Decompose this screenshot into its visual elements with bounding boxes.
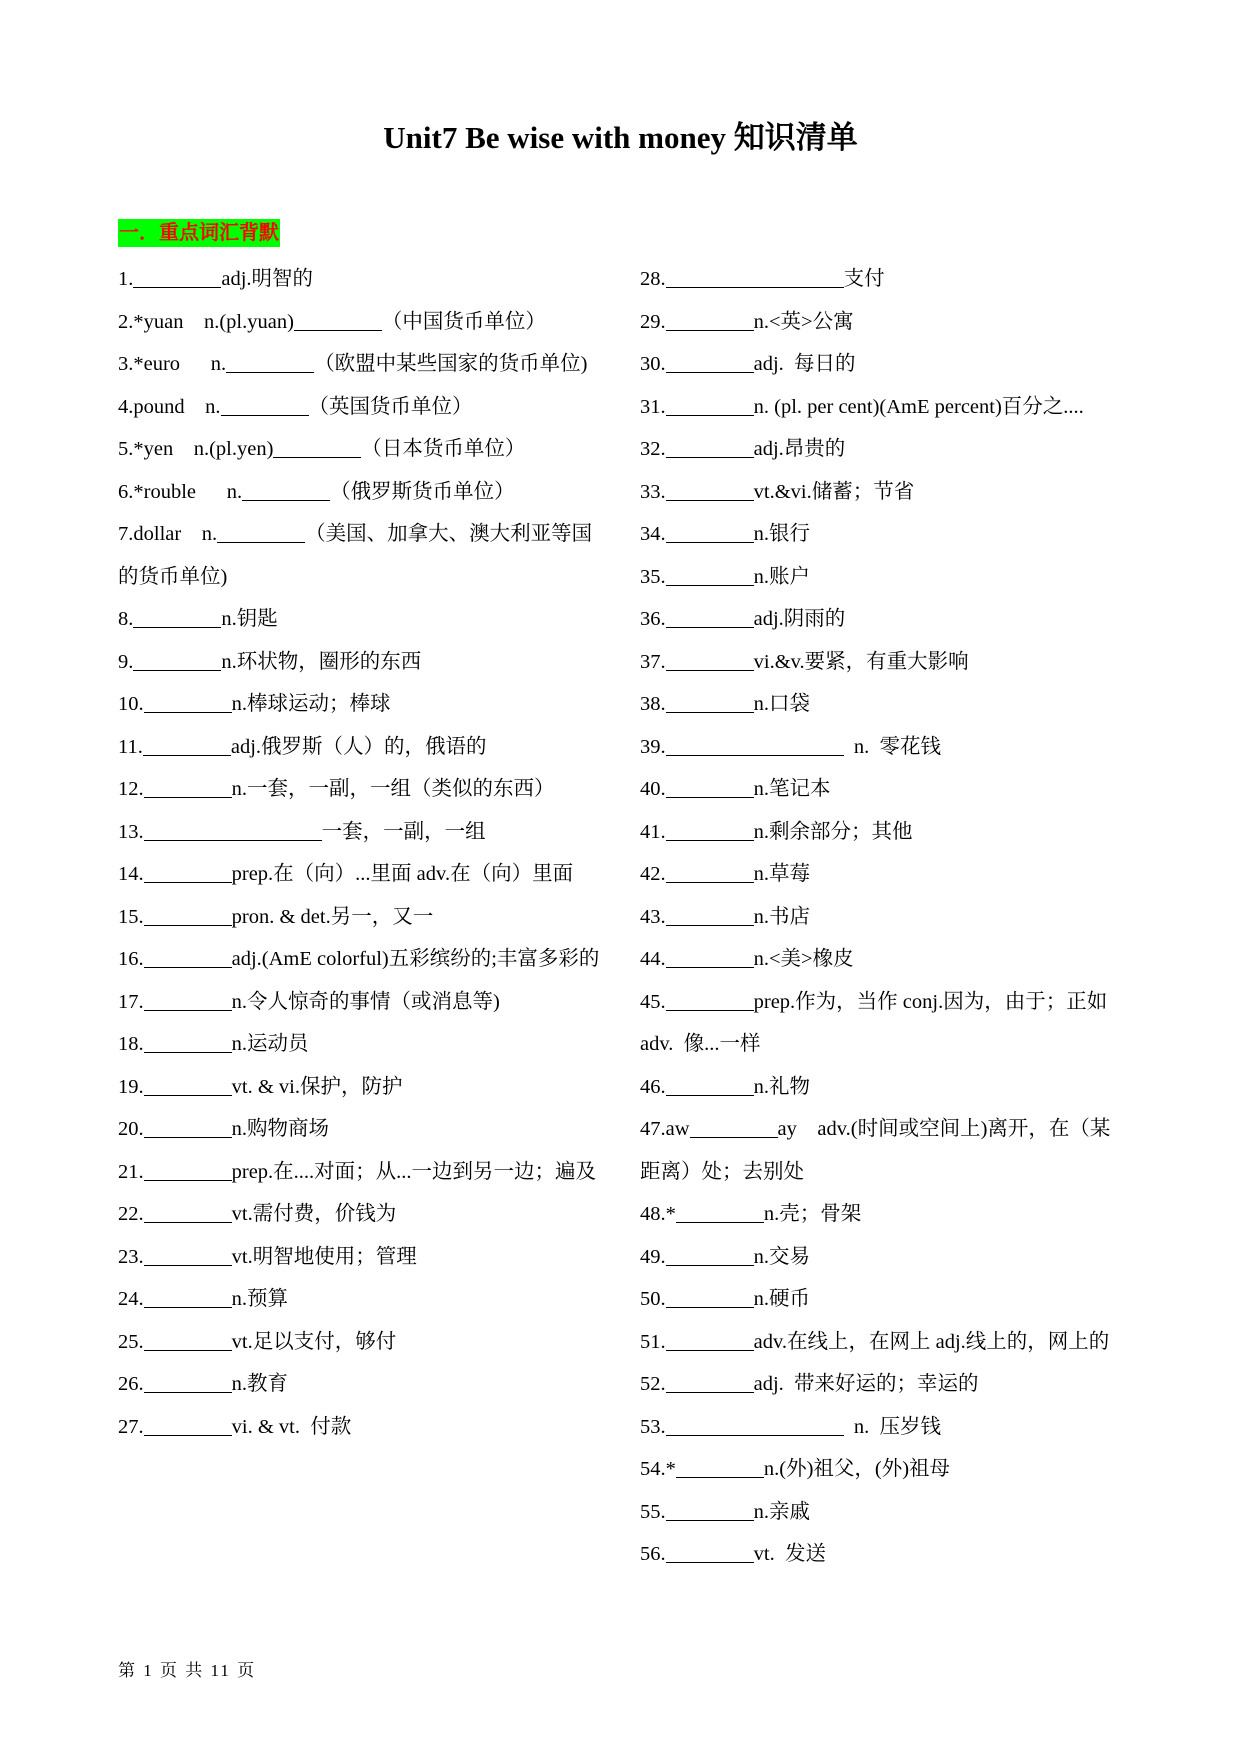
- vocab-item-prefix: 49.: [640, 1245, 666, 1268]
- vocab-item-prefix: 1.: [118, 268, 134, 290]
- vocab-item-definition: n.亲戚: [753, 1500, 810, 1523]
- vocab-item-definition: vt. & vi.保护，防护: [231, 1075, 403, 1098]
- vocab-item-definition: vt. 发送: [753, 1543, 826, 1565]
- vocab-item-prefix: 13.: [118, 820, 144, 843]
- vocab-item: [118, 896, 603, 939]
- vocab-item-prefix: 43.: [640, 905, 666, 928]
- answer-blank[interactable]: [666, 1074, 754, 1096]
- answer-blank[interactable]: [666, 1329, 754, 1351]
- answer-blank[interactable]: [144, 1117, 232, 1139]
- answer-blank[interactable]: [144, 989, 232, 1011]
- vocab-item-prefix: 23.: [118, 1245, 144, 1268]
- vocab-item: [640, 343, 1130, 386]
- vocab-item: [640, 981, 1130, 1066]
- vocab-item-prefix: 6.*rouble n.: [118, 480, 243, 503]
- vocab-item-prefix: 3.*euro n.: [118, 353, 227, 375]
- vocab-item-prefix: 54.*: [640, 1458, 676, 1480]
- vocab-item-prefix: 17.: [118, 990, 144, 1013]
- answer-blank[interactable]: [666, 862, 754, 884]
- vocab-item-definition: （美国、加拿大、澳大利亚等国的货币单位): [118, 523, 593, 588]
- vocab-item-definition: n. (pl. per cent)(AmE percent)百分之....: [753, 395, 1084, 418]
- vocab-item: [118, 1321, 603, 1364]
- answer-blank[interactable]: [666, 1287, 754, 1309]
- vocab-item-prefix: 36.: [640, 608, 666, 630]
- vocab-item-definition: n.<美>橡皮: [753, 948, 854, 970]
- vocab-item: [640, 938, 1130, 981]
- vocab-item-prefix: 9.: [118, 650, 134, 673]
- vocab-item-prefix: 50.: [640, 1288, 666, 1310]
- vocab-item-definition: n.硬币: [753, 1288, 810, 1310]
- vocab-item-prefix: 51.: [640, 1330, 666, 1353]
- page-footer: 第 1 页 共 11 页: [118, 1661, 257, 1680]
- vocab-item: [640, 556, 1130, 599]
- vocab-item: [640, 471, 1130, 514]
- vocab-item-prefix: 25.: [118, 1330, 144, 1353]
- vocab-item-prefix: 7.dollar n.: [118, 523, 218, 545]
- vocab-item: [640, 811, 1130, 854]
- vocab-item-prefix: 37.: [640, 650, 666, 673]
- answer-blank[interactable]: [676, 1457, 764, 1479]
- vocab-item: [118, 343, 603, 386]
- vocab-item-prefix: 16.: [118, 948, 144, 970]
- answer-blank[interactable]: [144, 862, 232, 884]
- vocab-item-definition: n.钥匙: [221, 608, 278, 630]
- vocab-item-definition: vi. & vt. 付款: [231, 1415, 352, 1438]
- vocab-item: [118, 513, 603, 598]
- vocab-item-prefix: 21.: [118, 1160, 144, 1183]
- vocab-item-definition: adv.在线上，在网上 adj.线上的，网上的: [753, 1330, 1110, 1353]
- answer-blank[interactable]: [666, 309, 754, 331]
- answer-blank[interactable]: [226, 352, 314, 374]
- answer-blank[interactable]: [294, 309, 382, 331]
- vocab-item-definition: n.棒球运动；棒球: [231, 693, 391, 715]
- vocab-item-definition: （英国货币单位）: [308, 395, 473, 418]
- vocab-item-prefix: 24.: [118, 1288, 144, 1310]
- answer-blank[interactable]: [217, 522, 305, 544]
- vocab-item-prefix: 26.: [118, 1373, 144, 1395]
- vocab-item-prefix: 5.*yen n.(pl.yen): [118, 438, 274, 460]
- vocab-item-prefix: 11.: [118, 735, 143, 758]
- vocab-item-prefix: 47.aw: [640, 1118, 690, 1140]
- answer-blank[interactable]: [666, 649, 754, 671]
- vocab-item-prefix: 52.: [640, 1373, 666, 1395]
- vocab-item-definition: n.壳；骨架: [763, 1203, 862, 1225]
- vocab-item-definition: vt.明智地使用；管理: [231, 1245, 417, 1268]
- vocab-item-prefix: 12.: [118, 778, 144, 800]
- vocab-item-definition: adj. 每日的: [753, 353, 856, 375]
- vocab-item-definition: vt.&vi.储蓄；节省: [753, 480, 915, 503]
- answer-blank[interactable]: [144, 777, 232, 799]
- answer-blank[interactable]: [666, 1542, 754, 1564]
- vocab-item-definition: n.书店: [753, 905, 810, 928]
- vocab-item-definition: prep.在....对面；从...一边到另一边；遍及: [231, 1160, 597, 1183]
- answer-blank[interactable]: [666, 1244, 754, 1266]
- vocab-item-prefix: 44.: [640, 948, 666, 970]
- answer-blank[interactable]: [666, 267, 844, 289]
- vocab-item-prefix: 42.: [640, 863, 666, 885]
- vocab-item: [640, 896, 1130, 939]
- vocab-item: [640, 853, 1130, 896]
- vocab-item: [118, 598, 603, 641]
- vocab-item-prefix: 20.: [118, 1118, 144, 1140]
- vocab-item-prefix: 10.: [118, 693, 144, 715]
- vocab-item: [640, 598, 1130, 641]
- vocab-item-definition: n.(外)祖父，(外)祖母: [763, 1458, 951, 1480]
- answer-blank[interactable]: [666, 819, 754, 841]
- vocab-item-definition: n.银行: [753, 523, 810, 545]
- answer-blank[interactable]: [144, 1287, 232, 1309]
- vocab-item-prefix: 32.: [640, 438, 666, 460]
- vocab-item-definition: （俄罗斯货币单位）: [330, 480, 515, 503]
- vocab-item-definition: adj.明智的: [221, 268, 314, 290]
- vocab-item: [640, 1321, 1130, 1364]
- vocab-item: [640, 428, 1130, 471]
- vocab-item-prefix: 53.: [640, 1415, 666, 1438]
- vocab-item: [640, 1108, 1130, 1193]
- vocab-item-prefix: 29.: [640, 310, 666, 333]
- answer-blank[interactable]: [133, 267, 221, 289]
- vocab-item-definition: adj. 带来好运的；幸运的: [753, 1373, 979, 1395]
- vocab-item-definition: n.礼物: [753, 1075, 810, 1098]
- vocab-item-definition: n. 零花钱: [843, 735, 941, 758]
- vocab-item-definition: n.交易: [753, 1245, 810, 1268]
- vocab-item-prefix: 45.: [640, 990, 666, 1013]
- answer-blank[interactable]: [133, 607, 221, 629]
- answer-blank[interactable]: [666, 607, 754, 629]
- vocab-item: [640, 1491, 1130, 1534]
- vocab-item-prefix: 56.: [640, 1543, 666, 1565]
- answer-blank[interactable]: [666, 1499, 754, 1521]
- page-title: Unit7 Be wise with money 知识清单: [383, 120, 858, 155]
- vocab-item-prefix: 46.: [640, 1075, 666, 1098]
- vocab-item: [118, 768, 603, 811]
- vocab-item: [118, 811, 603, 854]
- answer-blank[interactable]: [666, 734, 844, 756]
- vocab-item: [640, 513, 1130, 556]
- vocab-item-definition: vt.足以支付，够付: [231, 1330, 397, 1353]
- vocab-item-prefix: 27.: [118, 1415, 144, 1438]
- vocab-item: [640, 768, 1130, 811]
- answer-blank[interactable]: [144, 1032, 232, 1054]
- vocab-item-definition: adj.(AmE colorful)五彩缤纷的;丰富多彩的: [231, 948, 600, 970]
- vocab-item-prefix: 55.: [640, 1500, 666, 1523]
- vocab-item-definition: n.<英>公寓: [753, 310, 854, 333]
- answer-blank[interactable]: [143, 734, 231, 756]
- vocab-item: [118, 1151, 603, 1194]
- vocab-item-prefix: 31.: [640, 395, 666, 418]
- vocab-item-definition: vt.需付费，价钱为: [231, 1203, 397, 1225]
- answer-blank[interactable]: [273, 437, 361, 459]
- answer-blank[interactable]: [144, 1414, 232, 1436]
- answer-blank[interactable]: [144, 1074, 232, 1096]
- vocab-item-definition: prep.在（向）...里面 adv.在（向）里面: [231, 863, 574, 885]
- vocab-item: [640, 726, 1130, 769]
- vocab-item: [640, 1363, 1130, 1406]
- vocab-item-definition: adj.俄罗斯（人）的，俄语的: [230, 735, 487, 758]
- vocab-item: [118, 1108, 603, 1151]
- vocab-item-definition: prep.作为，当作 conj.因为，由于；正如 adv. 像...一样: [640, 990, 1113, 1055]
- answer-blank[interactable]: [144, 1329, 232, 1351]
- vocab-item: [118, 683, 603, 726]
- vocab-item-prefix: 48.*: [640, 1203, 676, 1225]
- vocab-item-prefix: 38.: [640, 693, 666, 715]
- vocab-item: [640, 386, 1130, 429]
- vocab-item: [118, 258, 603, 301]
- vocab-item: [118, 1236, 603, 1279]
- vocab-item-definition: adj.昂贵的: [753, 438, 846, 460]
- vocab-item: [640, 1448, 1130, 1491]
- answer-blank[interactable]: [144, 1159, 232, 1181]
- answer-blank[interactable]: [690, 1117, 778, 1139]
- vocab-item: [118, 641, 603, 684]
- vocab-item-definition: n.剩余部分；其他: [753, 820, 913, 843]
- answer-blank[interactable]: [666, 479, 754, 501]
- vocab-item-definition: n.预算: [231, 1288, 288, 1310]
- answer-blank[interactable]: [666, 1372, 754, 1394]
- vocab-item: [118, 853, 603, 896]
- vocab-item-definition: n.运动员: [231, 1033, 309, 1055]
- vocab-list-right: [640, 258, 1130, 1576]
- vocab-item-definition: vi.&v.要紧，有重大影响: [753, 650, 969, 673]
- vocab-item-definition: n. 压岁钱: [843, 1415, 941, 1438]
- vocab-item-prefix: 28.: [640, 268, 666, 290]
- vocab-item-definition: n.教育: [231, 1373, 288, 1395]
- answer-blank[interactable]: [144, 819, 322, 841]
- answer-blank[interactable]: [666, 394, 754, 416]
- vocab-item: [640, 1193, 1130, 1236]
- vocab-item: [118, 726, 603, 769]
- vocab-item-definition: n.草莓: [753, 863, 810, 885]
- vocab-item: [118, 1066, 603, 1109]
- vocab-item: [118, 301, 603, 344]
- vocab-item: [118, 938, 603, 981]
- answer-blank[interactable]: [144, 1202, 232, 1224]
- answer-blank[interactable]: [133, 649, 221, 671]
- vocab-item: [640, 1236, 1130, 1279]
- vocab-item-definition: 支付: [843, 268, 885, 290]
- vocab-list-left: [118, 258, 603, 1448]
- vocab-item-prefix: 30.: [640, 353, 666, 375]
- vocab-item-prefix: 14.: [118, 863, 144, 885]
- vocab-item: [640, 1066, 1130, 1109]
- vocab-item: [640, 1533, 1130, 1576]
- vocab-item-definition: n.购物商场: [231, 1118, 329, 1140]
- answer-blank[interactable]: [666, 522, 754, 544]
- vocab-item-prefix: 18.: [118, 1033, 144, 1055]
- vocab-item-definition: adj.阴雨的: [753, 608, 846, 630]
- answer-blank[interactable]: [144, 904, 232, 926]
- answer-blank[interactable]: [666, 1414, 844, 1436]
- vocab-item-prefix: 2.*yuan n.(pl.yuan): [118, 310, 294, 333]
- vocab-item-prefix: 15.: [118, 905, 144, 928]
- answer-blank[interactable]: [144, 1372, 232, 1394]
- vocab-item: [118, 1193, 603, 1236]
- vocab-item: [118, 1406, 603, 1449]
- vocab-item: [118, 1363, 603, 1406]
- answer-blank[interactable]: [666, 904, 754, 926]
- vocab-item-prefix: 41.: [640, 820, 666, 843]
- answer-blank[interactable]: [144, 947, 232, 969]
- vocab-item-definition: n.一套，一副，一组（类似的东西）: [231, 778, 555, 800]
- vocab-item-definition: n.账户: [753, 565, 810, 588]
- vocab-item-definition: n.环状物，圈形的东西: [221, 650, 422, 673]
- vocab-item-prefix: 19.: [118, 1075, 144, 1098]
- vocab-item-prefix: 39.: [640, 735, 666, 758]
- answer-blank[interactable]: [144, 692, 232, 714]
- answer-blank[interactable]: [666, 352, 754, 374]
- vocab-item: [640, 1406, 1130, 1449]
- vocab-item-prefix: 22.: [118, 1203, 144, 1225]
- vocab-item-prefix: 34.: [640, 523, 666, 545]
- answer-blank[interactable]: [242, 479, 330, 501]
- vocab-item: [118, 471, 603, 514]
- vocab-item-definition: n.口袋: [753, 693, 810, 715]
- vocab-item-definition: 一套，一副，一组: [321, 820, 486, 843]
- vocab-item-definition: n.笔记本: [753, 778, 831, 800]
- answer-blank[interactable]: [676, 1202, 764, 1224]
- vocab-item: [118, 428, 603, 471]
- answer-blank[interactable]: [221, 394, 309, 416]
- vocab-item: [640, 1278, 1130, 1321]
- vocab-item: [640, 683, 1130, 726]
- answer-blank[interactable]: [666, 437, 754, 459]
- vocab-item: [640, 641, 1130, 684]
- vocab-item-definition: （日本货币单位）: [361, 438, 526, 460]
- vocab-item-prefix: 4.pound n.: [118, 395, 221, 418]
- vocab-item: [640, 301, 1130, 344]
- vocab-item: [118, 1278, 603, 1321]
- answer-blank[interactable]: [666, 564, 754, 586]
- section-heading: 一．重点词汇背默: [118, 219, 280, 247]
- answer-blank[interactable]: [666, 947, 754, 969]
- answer-blank[interactable]: [666, 777, 754, 799]
- vocab-item: [640, 258, 1130, 301]
- vocab-item-definition: （欧盟中某些国家的货币单位): [314, 353, 588, 375]
- answer-blank[interactable]: [144, 1244, 232, 1266]
- vocab-item: [118, 981, 603, 1024]
- vocab-item-definition: pron. & det.另一，又一: [231, 905, 434, 928]
- vocab-item-prefix: 33.: [640, 480, 666, 503]
- answer-blank[interactable]: [666, 989, 754, 1011]
- vocab-item-prefix: 8.: [118, 608, 134, 630]
- vocab-item-prefix: 35.: [640, 565, 666, 588]
- vocab-item: [118, 1023, 603, 1066]
- vocab-item-prefix: 40.: [640, 778, 666, 800]
- vocab-item-definition: ay adv.(时间或空间上)离开，在（某距离）处；去别处: [640, 1118, 1111, 1183]
- vocab-item: [118, 386, 603, 429]
- vocab-item-definition: （中国货币单位）: [381, 310, 546, 333]
- vocab-item-definition: n.令人惊奇的事情（或消息等): [231, 990, 500, 1013]
- answer-blank[interactable]: [666, 692, 754, 714]
